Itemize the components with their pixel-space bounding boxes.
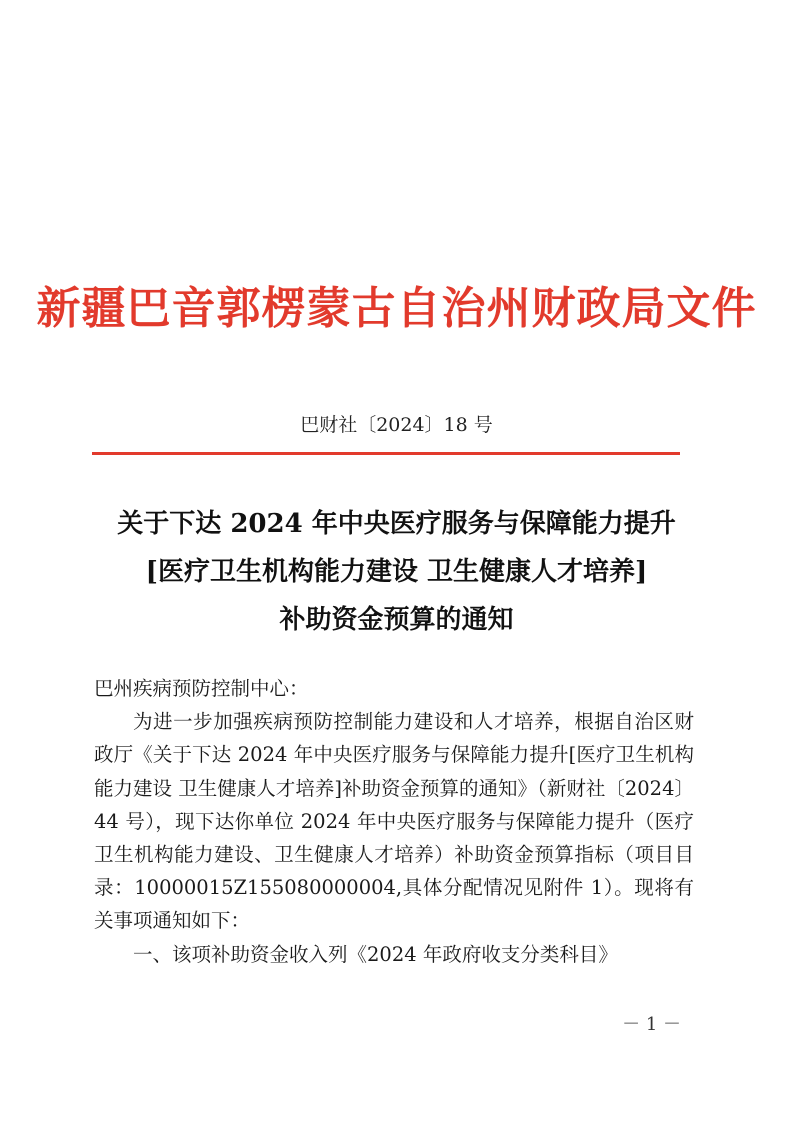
title-line-3: 补助资金预算的通知 [279,605,514,635]
body-paragraph-2: 一、该项补助资金收入列《2024 年政府收支分类科目》 [133,942,618,966]
title-line-2: [医疗卫生机构能力建设 卫生健康人才培养] [145,557,648,587]
document-title [0,500,793,644]
agency-header-title: 新疆巴音郭楞蒙古自治州财政局文件 [36,283,757,334]
document-body [94,672,694,971]
page-number: － 1 － [622,1014,681,1035]
body-paragraph-1: 为进一步加强疾病预防控制能力建设和人才培养，根据自治区财政厅《关于下达 2024 年中央医疗服务与保障能力提升[医疗卫生机构能力建设 卫生健康人才培养]补助资金预算的通知》（新财社〔2024〕44 号），现下达你单位 2024 年中央医疗服务与保障能力提升（医疗卫生机构能力建设、卫生健康人才培养）补助资金预算指标（项目目录：10000015Z155080000004,具体分配情况见附件 1）。现将有关事项通知如下： [94,710,694,933]
red-divider-line [92,452,680,455]
title-line-1: 关于下达 2024 年中央医疗服务与保障能力提升 [117,509,676,539]
document-number: 巴财社〔2024〕18 号 [300,414,493,436]
addressee: 巴州疾病预防控制中心： [94,677,309,700]
